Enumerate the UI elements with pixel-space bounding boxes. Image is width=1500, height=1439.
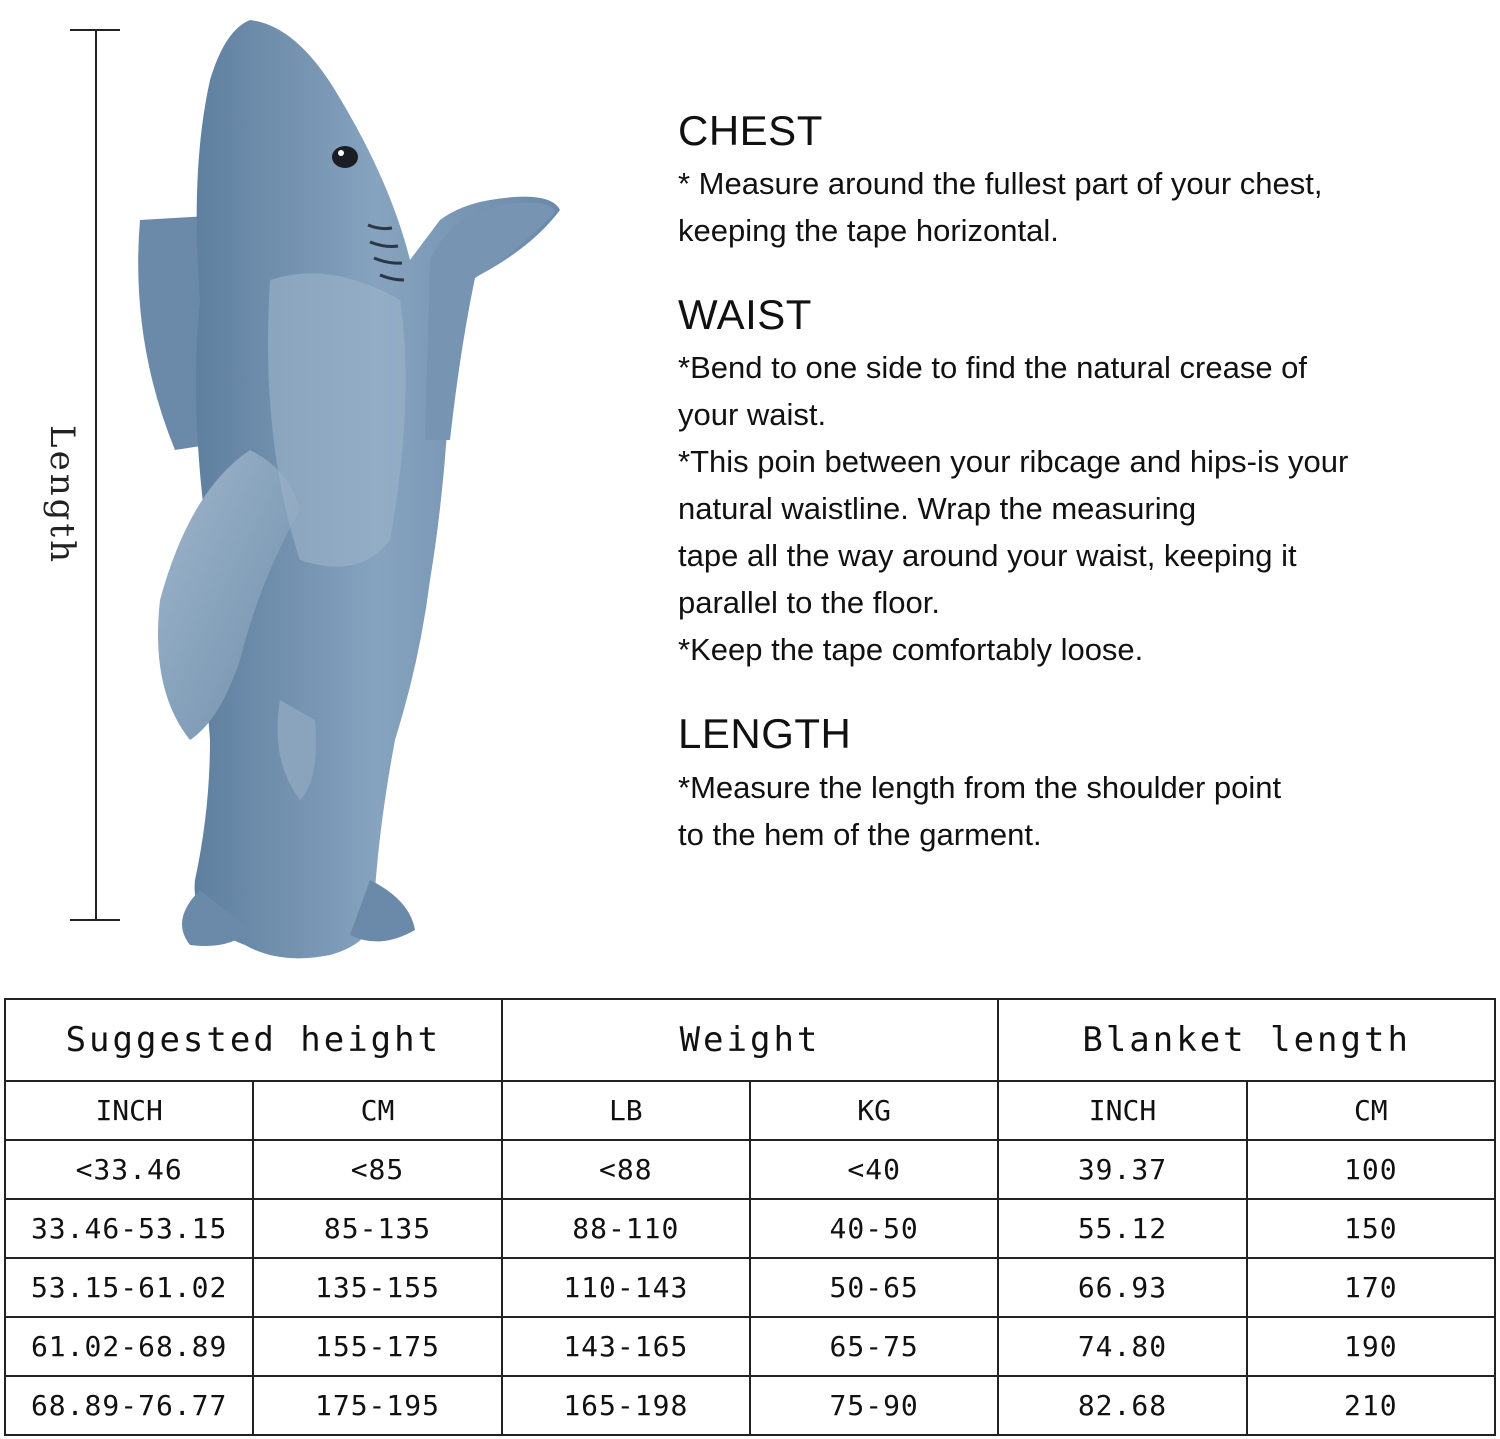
group-header-row <box>5 999 1495 1081</box>
table-cell: <85 <box>253 1140 501 1199</box>
table-cell: 55.12 <box>998 1199 1246 1258</box>
table-cell: 135-155 <box>253 1258 501 1317</box>
table-cell: 50-65 <box>750 1258 998 1317</box>
table-cell: 74.80 <box>998 1317 1246 1376</box>
table-cell: 33.46-53.15 <box>5 1199 253 1258</box>
table-cell: 88-110 <box>502 1199 750 1258</box>
table-row <box>5 1199 1495 1258</box>
table-cell: 61.02-68.89 <box>5 1317 253 1376</box>
table-cell: 170 <box>1247 1258 1495 1317</box>
table-cell: 165-198 <box>502 1376 750 1435</box>
table-cell: 143-165 <box>502 1317 750 1376</box>
length-section <box>678 711 1478 857</box>
size-chart <box>4 998 1496 1436</box>
table-cell: 65-75 <box>750 1317 998 1376</box>
table-row <box>5 1258 1495 1317</box>
length-line <box>95 30 97 920</box>
length-heading: LENGTH <box>678 710 852 758</box>
table-cell: 85-135 <box>253 1199 501 1258</box>
table-row <box>5 1140 1495 1199</box>
unit-header: CM <box>253 1081 501 1140</box>
unit-header: LB <box>502 1081 750 1140</box>
unit-header-row <box>5 1081 1495 1140</box>
length-indicator <box>0 0 140 960</box>
table-cell: <33.46 <box>5 1140 253 1199</box>
unit-header: KG <box>750 1081 998 1140</box>
table-cell: <88 <box>502 1140 750 1199</box>
table-cell: 155-175 <box>253 1317 501 1376</box>
table-row <box>5 1376 1495 1435</box>
length-line-bottom-cap <box>70 919 120 921</box>
chest-section <box>678 108 1478 254</box>
unit-header: INCH <box>998 1081 1246 1140</box>
waist-section <box>678 292 1478 673</box>
chest-text: * Measure around the fullest part of your chest, keeping the tape horizontal. <box>678 166 1323 249</box>
table-cell: 39.37 <box>998 1140 1246 1199</box>
table-cell: 75-90 <box>750 1376 998 1435</box>
length-text: *Measure the length from the shoulder point to the hem of the garment. <box>678 769 1282 852</box>
table-cell: 53.15-61.02 <box>5 1258 253 1317</box>
table-cell: 175-195 <box>253 1376 501 1435</box>
unit-header: CM <box>1247 1081 1495 1140</box>
group-header-height: Suggested height <box>5 999 502 1081</box>
group-header-weight: Weight <box>502 999 999 1081</box>
chest-heading: CHEST <box>678 107 823 154</box>
table-cell: 190 <box>1247 1317 1495 1376</box>
waist-text: *Bend to one side to find the natural crease of your waist. *This poin between your ribcage and hips-is your natural waistline. Wrap the measuring tape all the way around your waist, keeping it parallel to the floor. *Keep the tape comfortably loose. <box>678 350 1349 668</box>
waist-heading: WAIST <box>678 291 812 339</box>
table-cell: 82.68 <box>998 1376 1246 1435</box>
table-cell: 100 <box>1247 1140 1495 1199</box>
table-cell: <40 <box>750 1140 998 1199</box>
table-cell: 68.89-76.77 <box>5 1376 253 1435</box>
length-label: Length <box>42 425 82 565</box>
group-header-blanket-length: Blanket length <box>998 999 1495 1081</box>
table-cell: 210 <box>1247 1376 1495 1435</box>
size-table <box>4 998 1496 1436</box>
table-cell: 40-50 <box>750 1199 998 1258</box>
table-cell: 66.93 <box>998 1258 1246 1317</box>
table-cell: 150 <box>1247 1199 1495 1258</box>
measurement-instructions <box>678 108 1478 896</box>
table-cell: 110-143 <box>502 1258 750 1317</box>
shark-blanket-image <box>130 20 600 970</box>
unit-header: INCH <box>5 1081 253 1140</box>
table-row <box>5 1317 1495 1376</box>
